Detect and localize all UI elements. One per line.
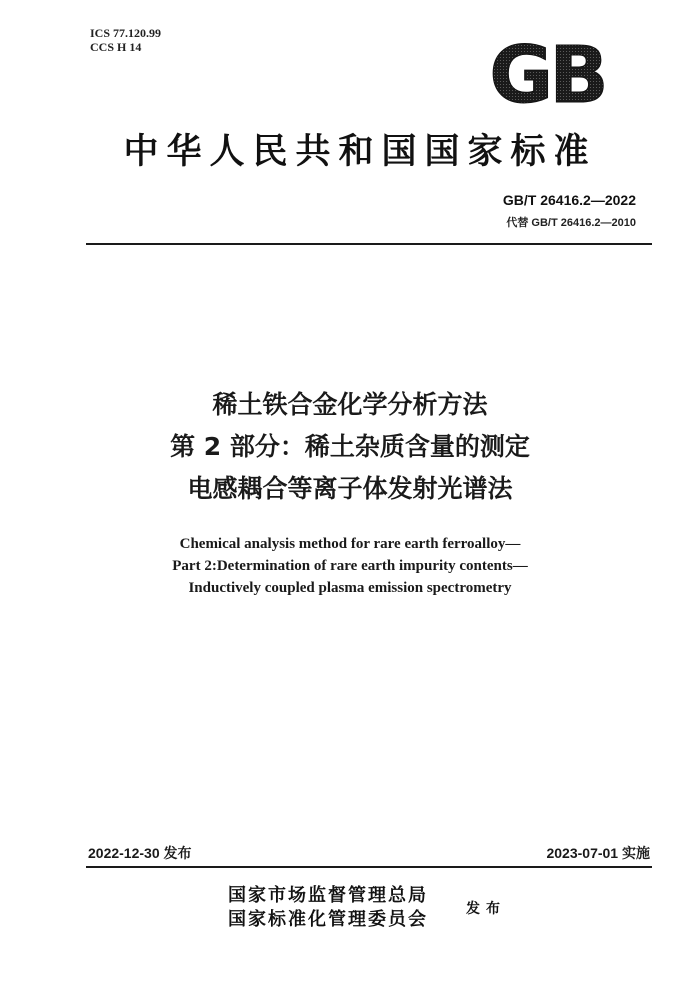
footer-divider bbox=[86, 866, 652, 868]
chinese-title-line-1: 稀土铁合金化学分析方法 bbox=[212, 390, 488, 419]
issuing-authorities bbox=[228, 884, 428, 932]
publish-label: 发布 bbox=[466, 901, 506, 917]
ccs-code: CCS H 14 bbox=[90, 40, 142, 54]
issuer-sac: 国家标准化管理委员会 bbox=[228, 909, 428, 930]
implementation-date: 2023-07-01 实施 bbox=[546, 845, 650, 861]
english-title-line-2: Part 2:Determination of rare earth impurity contents— bbox=[172, 558, 528, 574]
issuer-samr: 国家市场监督管理总局 bbox=[228, 885, 428, 906]
gb-logo bbox=[478, 38, 616, 110]
main-title: 中华人民共和国国家标准 bbox=[123, 131, 597, 172]
chinese-title-line-3: 电感耦合等离子体发射光谱法 bbox=[187, 474, 513, 503]
issue-date: 2022-12-30 发布 bbox=[88, 845, 192, 861]
chinese-title bbox=[60, 384, 640, 510]
standard-number: GB/T 26416.2—2022 bbox=[502, 192, 636, 208]
classification-codes bbox=[90, 26, 161, 54]
chinese-title-line-2: 第 2 部分：稀土杂质含量的测定 bbox=[170, 432, 530, 461]
english-title bbox=[60, 533, 640, 599]
gb-logo-text: GB bbox=[489, 38, 605, 110]
english-title-line-3: Inductively coupled plasma emission spectrometry bbox=[188, 580, 512, 596]
english-title-line-1: Chemical analysis method for rare earth ferroalloy— bbox=[179, 536, 521, 552]
ics-code: ICS 77.120.99 bbox=[90, 26, 162, 40]
standard-replaces: 代替 GB/T 26416.2—2010 bbox=[506, 217, 636, 229]
header-divider bbox=[86, 243, 652, 245]
